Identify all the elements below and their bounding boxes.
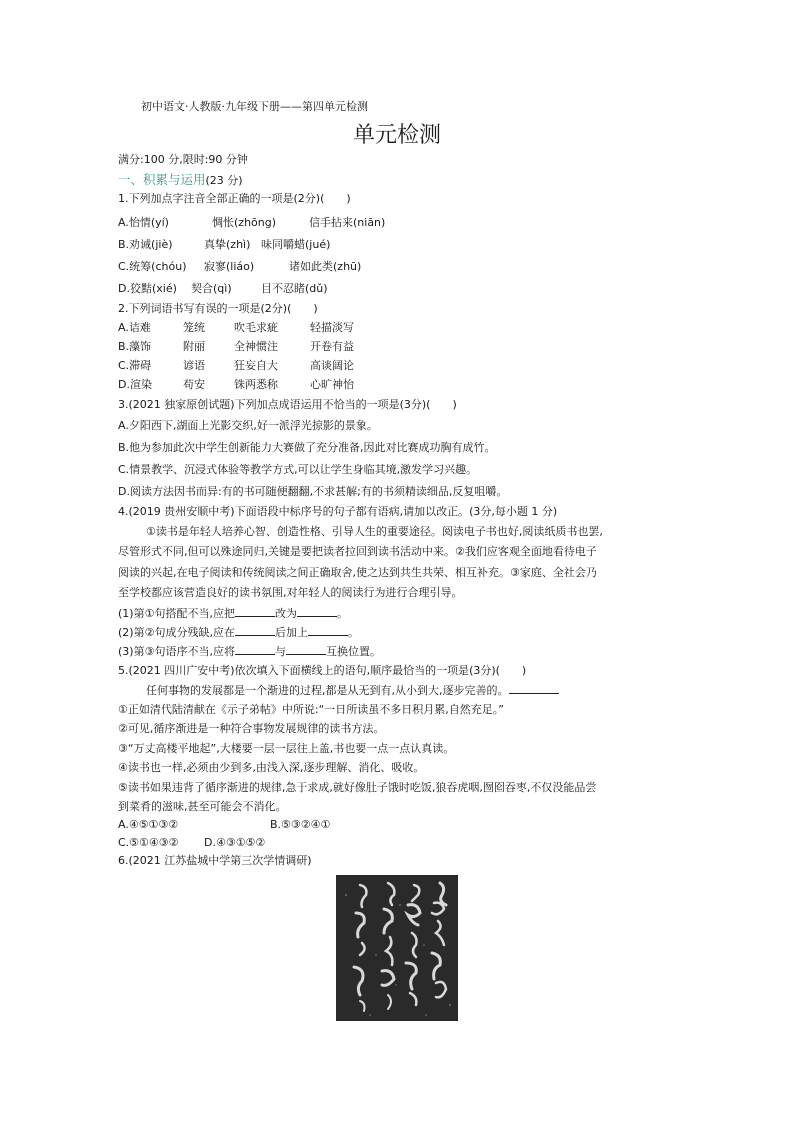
q4-sub-question-3: (3)第③句语序不当,应将 与 互换位置。	[118, 645, 381, 658]
q5-item: ①正如清代陆清献在《示子弟帖》中所说:“一日所读虽不多日积月累,自然充足。”	[118, 703, 504, 716]
q1-option-d-1: D.狡黠(xié)	[118, 282, 177, 295]
q1-option-a-2: 惆怅(zhōng)	[212, 216, 277, 229]
q5-item: 到菜肴的滋味,甚至可能会不消化。	[118, 800, 287, 813]
answer-blank[interactable]	[286, 644, 326, 655]
page-title: 单元检测	[352, 123, 441, 148]
q5-item: ③“万丈高楼平地起”,大楼要一层一层往上盖,书也要一点一点认真读。	[118, 742, 455, 755]
q1-option-b-3: 味同嚼蜡(jué)	[261, 238, 331, 251]
q5-option-b: B.⑤③②④①	[270, 818, 331, 831]
q2-option-c-4: 高谈阔论	[310, 359, 354, 372]
q5-lead: 任何事物的发展都是一个渐进的过程,都是从无到有,从小到大,逐步完善的。	[146, 683, 559, 698]
q1-option-d-3: 目不忍睹(dǔ)	[261, 282, 328, 295]
section-heading	[118, 173, 243, 188]
question-6-stem: 6.(2021 江苏盐城中学第三次学情调研)	[118, 854, 312, 867]
document-header: 初中语文·人教版·九年级下册——第四单元检测	[141, 100, 368, 113]
q1-option-d-2: 契合(qì)	[191, 282, 232, 295]
q1-option-a-3: 信手拈来(niān)	[309, 216, 386, 229]
q4-passage-line: 至学校都应该营造良好的读书氛围,对年轻人的阅读行为进行合理引导。	[118, 586, 463, 599]
q2-option-a-3: 吹毛求疵	[234, 321, 278, 334]
q1-option-c-2: 寂寥(liáo)	[204, 260, 255, 273]
q2-option-d-1: D.渲染	[118, 378, 152, 391]
q1-option-c-3: 诸如此类(zhū)	[289, 260, 362, 273]
section-title: 一、积累与运用	[118, 172, 206, 187]
question-1-stem: 1.下列加点字注音全部正确的一项是(2分)( )	[118, 192, 351, 205]
answer-blank[interactable]	[297, 606, 337, 617]
q4-passage-line: ①读书是年轻人培养心智、创造性格、引导人生的重要途径。阅读电子书也好,阅读纸质书也罢,	[146, 525, 603, 538]
q2-option-b-4: 开卷有益	[310, 340, 354, 353]
q5-item: ⑤读书如果违背了循序渐进的规律,急于求成,就好像肚子饿时吃饭,狼吞虎咽,囫囵吞枣,不仅没能品尝	[118, 781, 597, 794]
answer-blank[interactable]	[235, 625, 275, 636]
q4-passage-line: 阅读的兴起,在电子阅读和传统阅读之间正确取舍,使之达到共生共荣、相互补充。③家庭、全社会乃	[118, 566, 597, 579]
q2-option-d-2: 苟安	[183, 378, 205, 391]
q1-option-b-1: B.劝诫(jiè)	[118, 238, 173, 251]
q3-option-a: A.夕阳西下,湖面上光影交织,好一派浮光掠影的景象。	[118, 419, 378, 432]
q2-option-a-4: 轻描淡写	[310, 321, 354, 334]
question-4-stem: 4.(2019 贵州安顺中考)下面语段中标序号的句子都有语病,请加以改正。(3分,每小题 1 分)	[118, 505, 558, 518]
q2-option-b-2: 附丽	[183, 340, 205, 353]
q2-option-d-4: 心旷神怡	[310, 378, 354, 391]
exam-meta: 满分:100 分,限时:90 分钟	[118, 153, 248, 166]
q1-option-b-2: 真挚(zhì)	[204, 238, 251, 251]
q2-option-a-1: A.诘难	[118, 321, 151, 334]
q2-option-d-3: 铢两悉称	[234, 378, 278, 391]
q3-option-d: D.阅读方法因书而异:有的书可随便翻翻,不求甚解;有的书须精读细品,反复咀嚼。	[118, 485, 508, 498]
q5-option-d: D.④③①⑤②	[204, 836, 266, 849]
q2-option-b-1: B.藻饰	[118, 340, 152, 353]
q5-item: ②可见,循序渐进是一种符合事物发展规律的读书方法。	[118, 722, 385, 735]
q5-option-c: C.⑤①④③②	[118, 836, 179, 849]
q1-option-a-1: A.怡情(yí)	[118, 216, 169, 229]
q4-passage-line: 尽管形式不同,但可以殊途同归,关键是要把读者拉回到读书活动中来。②我们应客观全面地看待电子	[118, 545, 597, 558]
question-2-stem: 2.下列词语书写有误的一项是(2分)( )	[118, 302, 318, 315]
q2-option-a-2: 笼统	[183, 321, 205, 334]
q3-option-b: B.他为参加此次中学生创新能力大赛做了充分准备,因此对比赛成功胸有成竹。	[118, 441, 496, 454]
answer-blank[interactable]	[308, 625, 348, 636]
q5-item: ④读书也一样,必须由少到多,由浅入深,逐步理解、消化、吸收。	[118, 761, 425, 774]
q2-option-b-3: 全神惯注	[234, 340, 278, 353]
q2-option-c-2: 谚语	[183, 359, 205, 372]
q2-option-c-3: 狂妄自大	[234, 359, 278, 372]
q2-option-c-1: C.滞碍	[118, 359, 152, 372]
calligraphy-rubbing-image	[336, 875, 458, 1021]
q4-sub-question-2: (2)第②句成分残缺,应在 后加上 。	[118, 626, 359, 639]
q3-option-c: C.情景教学、沉浸式体验等教学方式,可以让学生身临其境,激发学习兴趣。	[118, 463, 478, 476]
question-3-stem: 3.(2021 独家原创试题)下列加点成语运用不恰当的一项是(3分)( )	[118, 398, 457, 411]
answer-blank[interactable]	[235, 644, 275, 655]
answer-blank[interactable]	[509, 683, 559, 694]
question-5-stem: 5.(2021 四川广安中考)依次填入下面横线上的语句,顺序最恰当的一项是(3分)( )	[118, 664, 527, 677]
q4-sub-question-1: (1)第①句搭配不当,应把 改为 。	[118, 607, 348, 620]
section-points: (23 分)	[205, 174, 243, 187]
q5-option-a: A.④⑤①③②	[118, 818, 179, 831]
answer-blank[interactable]	[235, 606, 275, 617]
q1-option-c-1: C.统筹(chóu)	[118, 260, 187, 273]
